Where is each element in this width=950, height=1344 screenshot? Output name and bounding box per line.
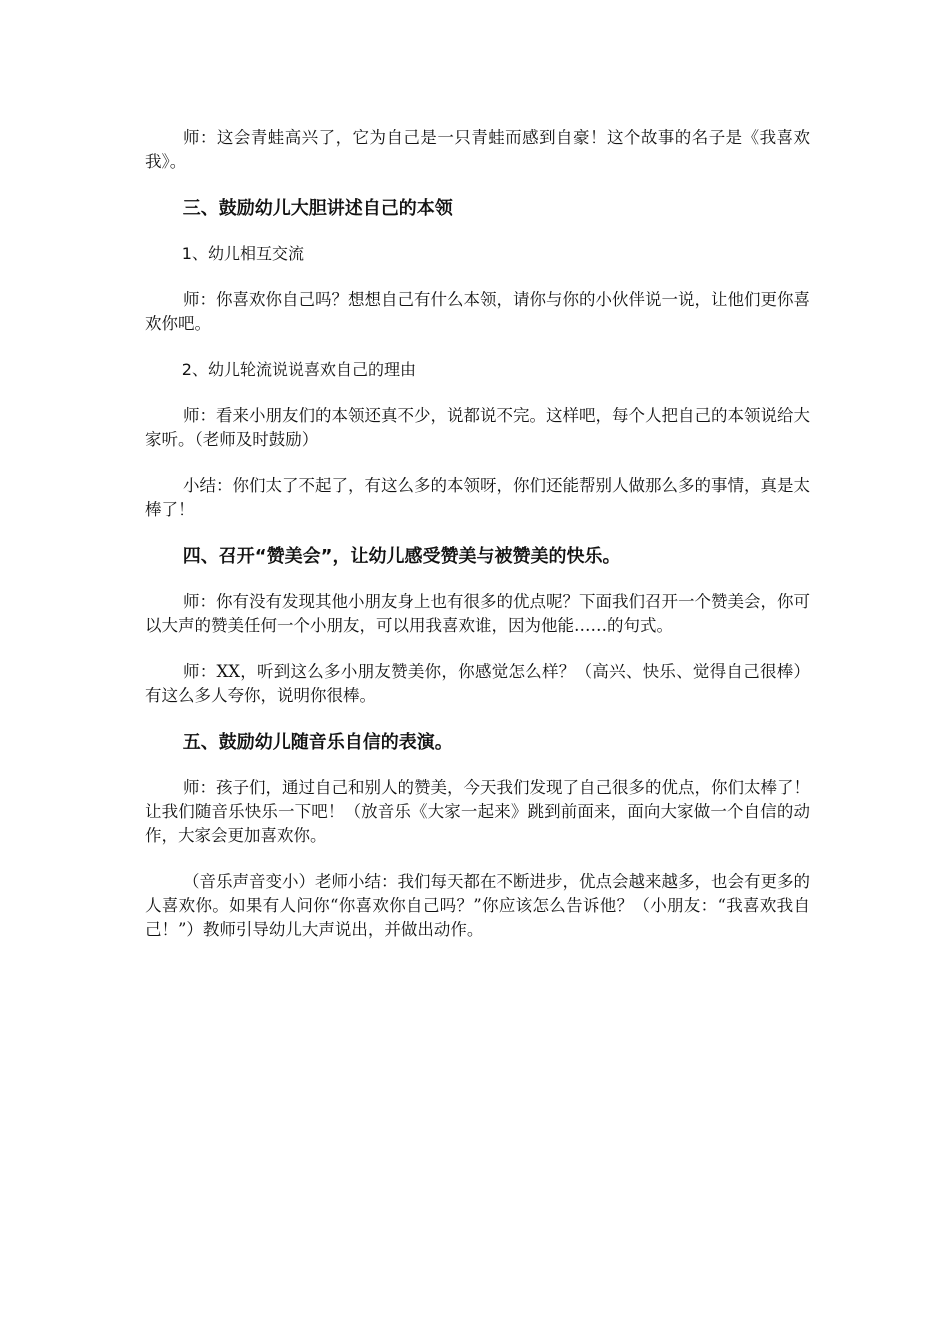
subheading-exchange: 1、幼儿相互交流: [181, 244, 304, 263]
paragraph-many-skills: 师：看来小朋友们的本领还真不少，说都说不完。这样吧，每个人把自己的本领说给大家听。（老师及时鼓励）: [145, 406, 810, 449]
heading-section-5: 五、鼓励幼儿随音乐自信的表演。: [182, 732, 453, 753]
paragraph-teacher-summary: （音乐声音变小）老师小结：我们每天都在不断进步，优点会越来越多，也会有更多的人喜欢你。如果有人问你“你喜欢你自己吗？”你应该怎么告诉他？（小朋友：“我喜欢我自己！”）教师引导幼儿大声说出，并做出动作。: [145, 872, 810, 939]
paragraph-summary-1: 小结：你们太了不起了，有这么多的本领呀，你们还能帮别人做那么多的事情，真是太棒了！: [145, 476, 810, 519]
subheading-take-turns: 2、幼儿轮流说说喜欢自己的理由: [181, 360, 416, 379]
paragraph-music-performance: 师：孩子们，通过自己和别人的赞美，今天我们发现了自己很多的优点，你们太棒了！让我们随音乐快乐一下吧！（放音乐《大家一起来》跳到前面来，面向大家做一个自信的动作，大家会更加喜欢你。: [145, 778, 810, 845]
document-page: [145, 126, 810, 964]
paragraph-praise-meeting: 师：你有没有发现其他小朋友身上也有很多的优点呢？下面我们召开一个赞美会，你可以大声的赞美任何一个小朋友，可以用我喜欢谁，因为他能……的句式。: [145, 592, 810, 635]
heading-section-3: 三、鼓励幼儿大胆讲述自己的本领: [182, 198, 453, 219]
heading-section-4: 四、召开“赞美会”，让幼儿感受赞美与被赞美的快乐。: [182, 546, 621, 567]
paragraph-frog-proud: 师：这会青蛙高兴了，它为自己是一只青蛙而感到自豪！这个故事的名子是《我喜欢我》。: [145, 128, 810, 171]
paragraph-do-you-like-yourself: 师：你喜欢你自己吗？想想自己有什么本领，请你与你的小伙伴说一说，让他们更你喜欢你吧。: [145, 290, 810, 333]
paragraph-how-do-you-feel: 师：XX，听到这么多小朋友赞美你，你感觉怎么样？（高兴、快乐、觉得自己很棒）有这么多人夸你，说明你很棒。: [145, 662, 810, 705]
